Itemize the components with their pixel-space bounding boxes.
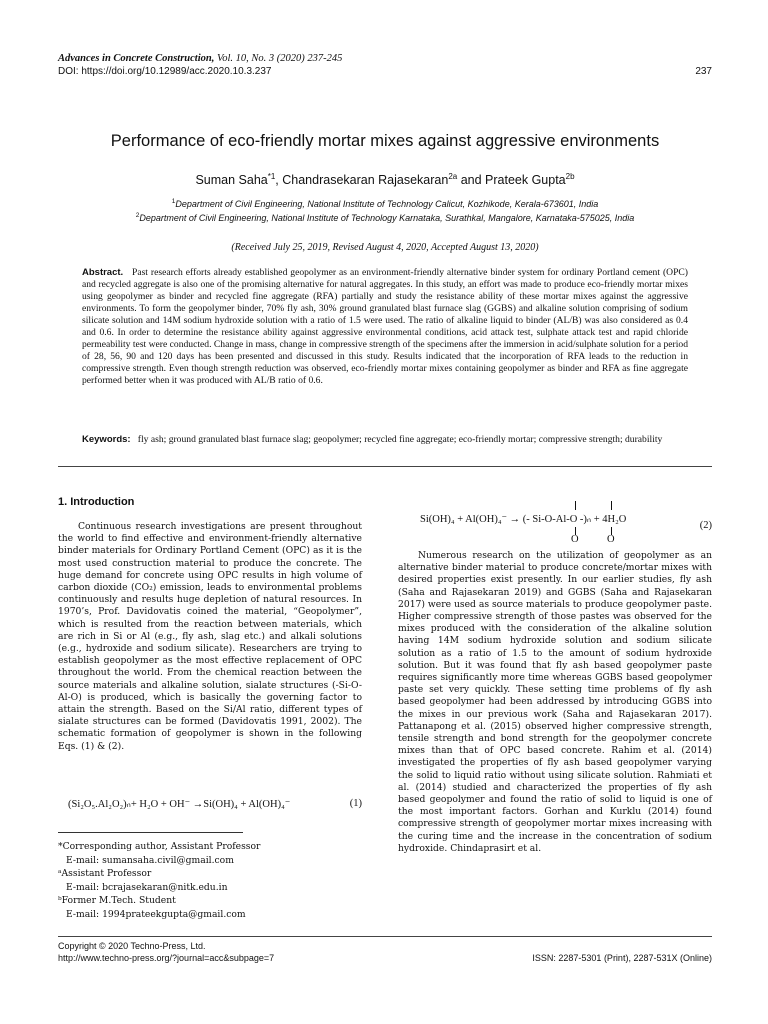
- keywords-label: Keywords:: [82, 434, 131, 445]
- affiliation-mark: 2: [135, 212, 140, 219]
- left-column-text: [58, 521, 362, 753]
- bond-line: [575, 501, 576, 510]
- equation-rhs: (- Si-O-Al-O -)ₙ + 4H₂O: [522, 514, 627, 525]
- section-heading: 1. Introduction: [58, 496, 135, 508]
- footnote-email[interactable]: E-mail: 1994prateekgupta@gmail.com: [66, 908, 246, 920]
- affiliation-2: [58, 210, 712, 224]
- equation-lhs: (Si₂O₅.Al₂O₂)ₙ+ H₂O + OH⁻: [68, 799, 191, 810]
- equation-number: (2): [699, 520, 712, 531]
- abstract-label: Abstract.: [82, 267, 124, 278]
- footnote-author-b: ᵇFormer M.Tech. Student: [58, 895, 176, 906]
- author-name: , Chandrasekaran Rajasekaran: [275, 173, 449, 188]
- equation-number: (1): [349, 798, 362, 809]
- affiliations: [58, 196, 712, 224]
- footer-divider: [58, 936, 712, 937]
- author-affiliation-mark: 2b: [565, 172, 575, 181]
- affiliation-mark: 1: [171, 198, 176, 205]
- footnote-divider: [58, 832, 243, 833]
- issn-text: ISSN: 2287-5301 (Print), 2287-531X (Online): [532, 953, 712, 963]
- footnote-corresponding: *Corresponding author, Assistant Professor: [58, 841, 261, 852]
- footnote-email[interactable]: E-mail: sumansaha.civil@gmail.com: [66, 854, 234, 866]
- abstract-text: Past research efforts already established geopolymer as an environment-friendly alternative binder system for ordinary Portland cement (OPC) and recycled aggregate is also one of the promising alternative for natural aggregates. In this study, an effort was made to produce eco-friendly mortar mixes using geopolymer as binder and recycled fine aggregate (RFA) partially and study the resistance ability of these mortar mixes against the aggressive environments. To form the geopolymer binder, 70% fly ash, 30% ground granulated blast furnace slag (GGBS) and alkaline solution comprising of sodium silicate solution and 14M sodium hydroxide solution with a ratio of 1.5 were used. The ratio of alkaline liquid to binder (AL/B) was also considered as 0.4 and 0.6. In order to determine the resistance ability against aggressive environmental conditions, acid attack test, sulphate attack test and rapid chloride permeability test were conducted. Change in mass, change in compressive strength of the specimens after the immersion in acid/sulphate solution for a period of 28, 56, 90 and 120 days has been presented and discussed in this study. Results indicated that the incorporation of RFA leads to the reduction in compressive strength. Even though strength reduction was observed, eco-friendly mortar mixes containing geopolymer as binder and RFA as fine aggregate performed better when it was produced with AL/B ratio of 0.6.: [82, 267, 689, 386]
- journal-name: Advances in Concrete Construction,: [58, 53, 215, 64]
- author-list: [58, 172, 712, 187]
- body-paragraph: Numerous research on the utilization of geopolymer as an alternative binder material to produce concrete/mortar mixes with desired properties exist presently. In our earlier studies, fly ash (Saha and Rajasekaran 2019) and GGBS (Saha and Rajasekaran 2017) were used as source materials to produce geopolymer paste. Higher compressive strength of those pastes was observed for the mixes produced with the consideration of the alkaline solution having 14M sodium hydroxide solution and sodium silicate solution as a ratio of 1.5 to the amount of sodium hydroxide solution. But it was found that fly ash based geopolymer paste requires significantly more time whereas GGBS based geopolymer paste set very quickly. These setting time problems of fly ash based geopolymer had been addressed by introducing GGBS into the mixes in our previous work (Saha and Rajasekaran 2017). Pattanapong et al. (2015) observed higher compressive strength, tensile strength and bond strength for the geopolymer concrete mixes than that of OPC based concrete. Rahim et al. (2014) investigated the properties of fly ash based geopolymer varying the solid to liquid ratio without using silicate solution. Rahmiati et al. (2014) studied and characterized the properties of fly ash based geopolymer and found the ratio of solid to liquid is one of the most important factors. Gorhan and Kurklu (2014) found compressive strength of geopolymer mortar mixes increasing with the curing time and the increase in the concentration of sodium hydroxide. Chindaprasirt et al.: [398, 550, 712, 854]
- equation-1: [68, 798, 362, 810]
- oxygen-atom: O: [607, 534, 615, 545]
- right-column-text: [398, 550, 712, 855]
- publisher-url[interactable]: http://www.techno-press.org/?journal=acc&subpage=7: [58, 953, 275, 963]
- affiliation-text: Department of Civil Engineering, National Institute of Technology Karnataka, Surathkal, Mangalore, Karnataka-575025, India: [139, 213, 635, 223]
- author-affiliation-mark: *1: [267, 172, 276, 181]
- page-footer: [58, 940, 712, 964]
- reaction-arrow-icon: →: [509, 514, 521, 525]
- affiliation-text: Department of Civil Engineering, National Institute of Technology Calicut, Kozhikode, Kerala-673601, India: [175, 199, 599, 209]
- author-name: Suman Saha: [195, 173, 268, 188]
- equation-2: [420, 497, 712, 547]
- author-name: and Prateek Gupta: [457, 173, 566, 188]
- journal-header: [58, 52, 712, 78]
- bond-line: [611, 501, 612, 510]
- footnote-email[interactable]: E-mail: bcrajasekaran@nitk.edu.in: [66, 881, 228, 893]
- paper-title: Performance of eco-friendly mortar mixes against aggressive environments: [110, 132, 660, 150]
- footnote-author-a: ᵃAssistant Professor: [58, 868, 152, 879]
- journal-volume: Vol. 10, No. 3 (2020) 237-245: [214, 53, 343, 64]
- body-paragraph: Continuous research investigations are present throughout the world to find effective and environment-friendly alternative binder materials for Ordinary Portland Cement (OPC) as it is the most used construction material to produce the concrete. The huge demand for concrete using OPC results in high volume of carbon dioxide (CO₂) emission, leads to environmental problems continuously and results huge depletion of natural resources. In 1970’s, Prof. Davidovatis coined the material, “Geopolymer”, which is resulted from the reaction between materials, which are rich in Si or Al (e.g., fly ash, slag etc.) and alkali solutions (e.g., hydroxide and sodium silicate). Researchers are trying to establish geopolymer as the most effective replacement of OPC throughout the world. From the chemical reaction between the source materials and alkaline solution, sialate structures (-Si-O-Al-O) is produced, which is basically the governing factor to attain the strength. Based on the Si/Al ratio, different types of sialate structures can be formed (Davidovatis 1991, 2002). The schematic formation of geopolymer is shown in the following Eqs. (1) & (2).: [58, 521, 362, 752]
- reaction-arrow-icon: →: [192, 799, 204, 810]
- author-affiliation-mark: 2a: [448, 172, 458, 181]
- equation-rhs: Si(OH)₄ + Al(OH)₄⁻: [203, 799, 291, 810]
- equation-body: [420, 513, 626, 525]
- doi-link[interactable]: DOI: https://doi.org/10.12989/acc.2020.10.3.237: [58, 66, 272, 77]
- submission-dates: (Received July 25, 2019, Revised August 4, 2020, Accepted August 13, 2020): [231, 242, 539, 253]
- abstract: [82, 267, 688, 387]
- keywords: [82, 434, 688, 446]
- copyright-text: Copyright © 2020 Techno-Press, Ltd.: [58, 941, 206, 951]
- page-number: 237: [695, 66, 712, 77]
- keywords-text: fly ash; ground granulated blast furnace slag; geopolymer; recycled fine aggregate; eco-friendly mortar; compressive strength; durability: [137, 434, 663, 445]
- affiliation-1: [58, 196, 712, 210]
- footnotes: [58, 840, 362, 921]
- oxygen-atom: O: [571, 534, 579, 545]
- section-divider: [58, 466, 712, 467]
- equation-lhs: Si(OH)₄ + Al(OH)₄⁻: [420, 514, 508, 525]
